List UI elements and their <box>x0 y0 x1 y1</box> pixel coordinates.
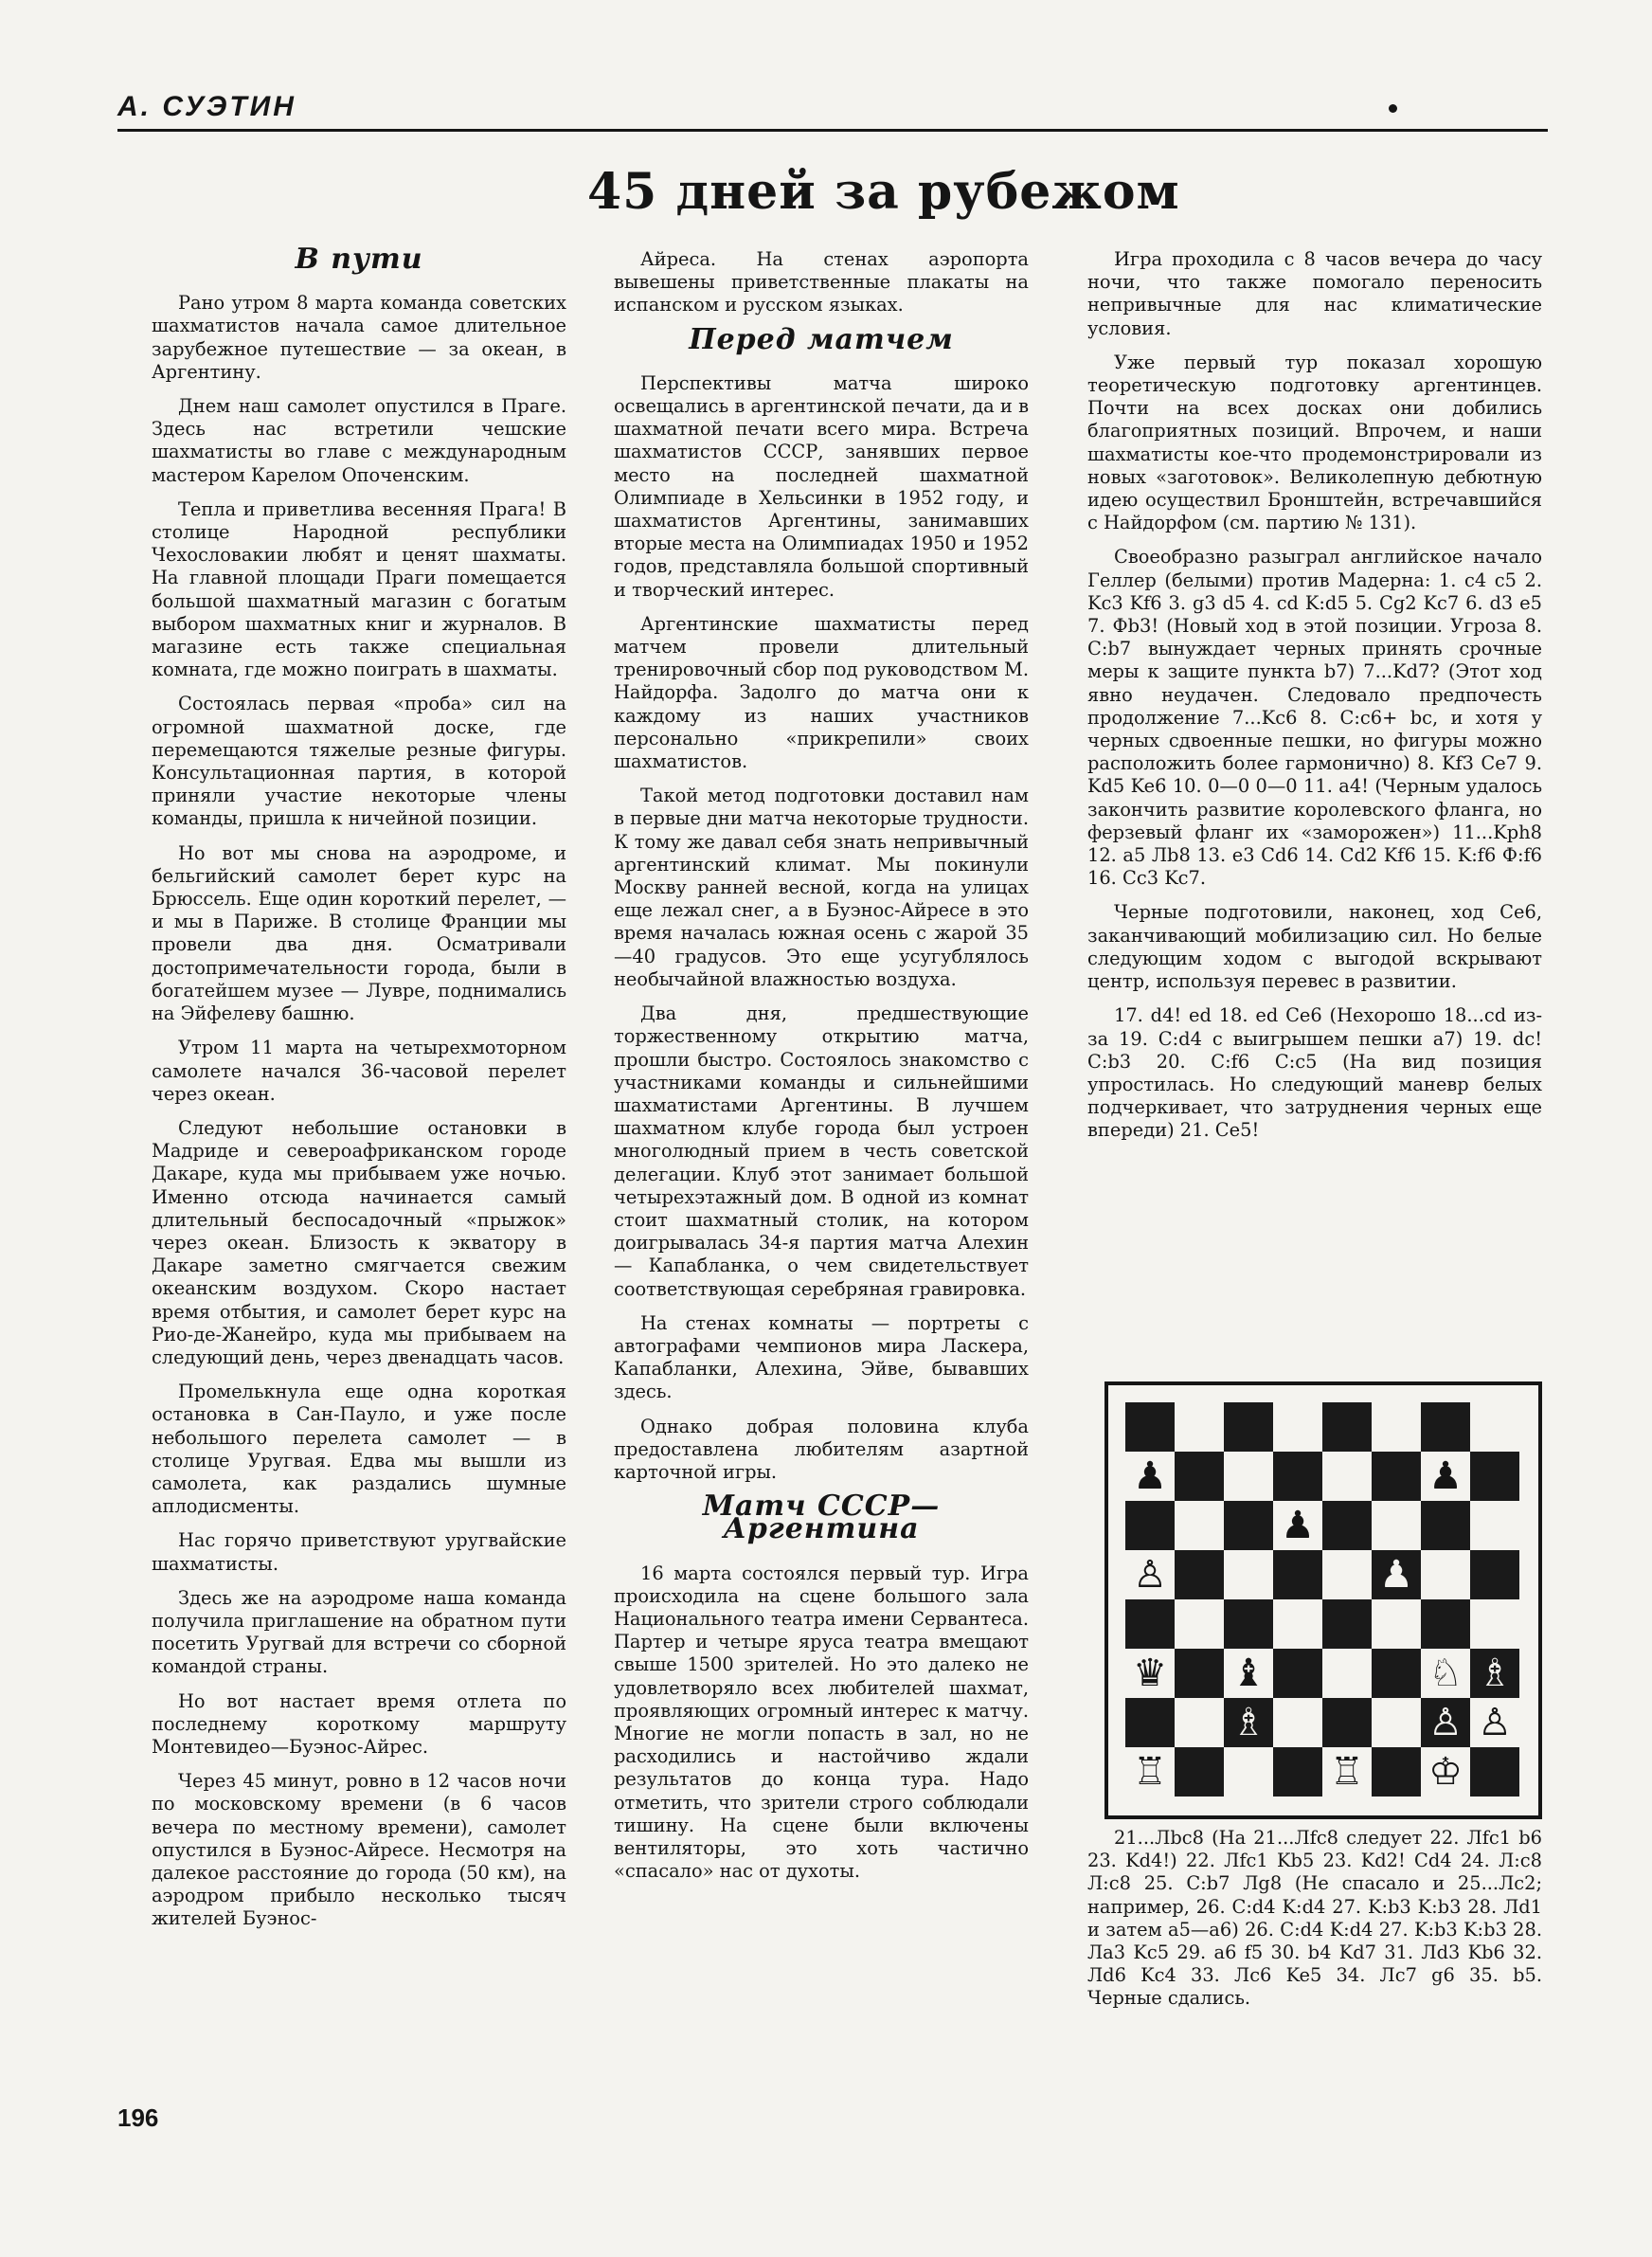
chess-piece-icon: ♛ <box>1133 1652 1167 1695</box>
paragraph: Но вот настает время отлета по последнему короткому маршруту Монтевидео—Буэнос-Айрес. <box>152 1689 566 1758</box>
paragraph: Рано утром 8 марта команда советских шахматистов начала самое длительное зарубежное путешествие — за океан, в Аргентину. <box>152 292 566 383</box>
board-square <box>1273 1402 1322 1452</box>
board-square <box>1322 1452 1372 1501</box>
paragraph: 16 марта состоялся первый тур. Игра происходила на сцене большого зала Национального театра имени Сервантеса. Партер и четыре яруса театра вмещают свыше 1500 зрителей. Но это далеко не удовлетворяло всех любителей шахмат, проявляющих огромный интерес к матчу. Многие не могли попасть в зал, но не расходились и настойчиво ждали результатов до конца тура. Надо отметить, что зрители строго соблюдали тишину. На сцене были включены вентиляторы, это хоть частично «спасало» нас от духоты. <box>614 1562 1029 1883</box>
paragraph: Здесь же на аэродроме наша команда получила приглашение на обратном пути посетить Уругвай для встречи со сборной командой страны. <box>152 1586 566 1678</box>
paragraph: Состоялась первая «проба» сил на огромной шахматной доске, где перемещаются тяжелые резные фигуры. Консультационная партия, в которой приняли участие некоторые члены команды, пришла к ничейной позиции. <box>152 693 566 830</box>
board-square <box>1175 1747 1224 1797</box>
paragraph: Айреса. На стенах аэропорта вывешены приветственные плакаты на испанском и русском языках. <box>614 248 1029 316</box>
paragraph: Промелькнула еще одна короткая остановка в Сан-Пауло, и уже после небольшого перелета самолет — в столице Уругвая. Едва мы вышли из самолета, как раздались шумные аплодисменты. <box>152 1381 566 1518</box>
paragraph: Днем наш самолет опустился в Праге. Здесь нас встретили чешские шахматисты во главе с международным мастером Карелом Опоченским. <box>152 395 566 486</box>
board-square <box>1175 1698 1224 1747</box>
board-square <box>1372 1501 1421 1550</box>
column-3 <box>1087 248 1542 1154</box>
board-square <box>1372 1402 1421 1452</box>
board-square <box>1421 1501 1470 1550</box>
chess-piece-icon: ♟ <box>1281 1504 1315 1547</box>
board-square <box>1175 1599 1224 1649</box>
chess-piece-icon: ♖ <box>1133 1750 1167 1794</box>
section-heading-pered-matchem: Перед матчем <box>689 322 954 356</box>
author-name: А. СУЭТИН <box>117 91 296 122</box>
board-square <box>1125 1599 1175 1649</box>
paragraph: Через 45 минут, ровно в 12 часов ночи по московскому времени (в 6 часов вечера по местному времени), самолет опустился в Буэнос-Айресе. Несмотря на далекое расстояние до города (50 км), на аэродром прибыло несколько тысяч жителей Буэнос- <box>152 1770 566 1930</box>
board-square <box>1421 1452 1470 1501</box>
board-square <box>1421 1747 1470 1797</box>
section-heading-v-puti: В пути <box>295 243 423 276</box>
board-square <box>1421 1649 1470 1698</box>
board-square <box>1125 1649 1175 1698</box>
paragraph: Уже первый тур показал хорошую теоретическую подготовку аргентинцев. Почти на всех досках они добились благоприятных позиций. Впрочем, и наши шахматисты кое-что продемонстрировали из новых «заготовок». Великолепную дебютную идею осуществил Бронштейн, встречавшийся с Найдорфом (см. партию № 131). <box>1087 351 1542 534</box>
board-square <box>1175 1649 1224 1698</box>
board-square <box>1273 1599 1322 1649</box>
paragraph: Тепла и приветлива весенняя Прага! В столице Народной республики Чехословакии любят и ценят шахматы. На главной площади Праги помещается большой шахматный магазин с богатым выбором шахматных книг и журналов. В магазине есть также специальная комната, где можно поиграть в шахматы. <box>152 497 566 681</box>
board-square <box>1421 1402 1470 1452</box>
board-square <box>1175 1452 1224 1501</box>
paragraph: Следуют небольшие остановки в Мадриде и североафриканском городе Дакаре, куда мы прибываем уже ночью. Именно отсюда начинается самый длительный беспосадочный «прыжок» через океан. Близость к экватору в Дакаре заметно смягчается свежим океанским воздухом. Скоро настает время отбытия, и самолет берет курс на Рио-де-Жанейро, куда мы прибываем на следующий день, через двенадцать часов. <box>152 1116 566 1368</box>
board-square <box>1273 1452 1322 1501</box>
chess-piece-icon: ♝ <box>1231 1652 1266 1695</box>
board-square <box>1273 1649 1322 1698</box>
board-square <box>1322 1747 1372 1797</box>
paragraph: Но вот мы снова на аэродроме, и бельгийский самолет берет курс на Брюссель. Еще один короткий перелет, — и мы в Париже. В столице Франции мы провели два дня. Осматривали достопримечательности города, были в богатейшем музее — Лувре, поднимались на Эйфелеву башню. <box>152 841 566 1025</box>
board-square <box>1322 1649 1372 1698</box>
board-square <box>1470 1402 1519 1452</box>
board-square <box>1322 1501 1372 1550</box>
chess-piece-icon: ♖ <box>1330 1750 1364 1794</box>
board-square <box>1372 1550 1421 1599</box>
chess-diagram <box>1104 1381 1542 1819</box>
board-square <box>1470 1649 1519 1698</box>
board-square <box>1125 1698 1175 1747</box>
board-square <box>1372 1698 1421 1747</box>
board-square <box>1421 1550 1470 1599</box>
chess-piece-icon: ♙ <box>1133 1553 1167 1597</box>
board-square <box>1470 1698 1519 1747</box>
board-square <box>1273 1501 1322 1550</box>
board-square <box>1372 1747 1421 1797</box>
board-square <box>1175 1402 1224 1452</box>
board-square <box>1322 1599 1372 1649</box>
paragraph: Перспективы матча широко освещались в аргентинской печати, да и в шахматной печати всего мира. Встреча шахматистов СССР, занявших первое место на последней шахматной Олимпиаде в Хельсинки в 1952 году, и шахматистов Аргентины, занимавших вторые места на Олимпиадах 1950 и 1952 годов, представляла большой спортивный и творческий интерес. <box>614 371 1029 601</box>
board-square <box>1421 1698 1470 1747</box>
paragraph: Своеобразно разыграл английское начало Геллер (белыми) против Мадерна: 1. c4 c5 2. Kc3 Kf6 3. g3 d5 4. cd K:d5 5. Cg2 Kc7 6. d3 e5 7. Фb3! (Новый ход в этой позиции. Угроза 8. C:b7 вынуждает черных принять срочные меры к защите пункта b7) 7...Kd7? (Этот ход явно неудачен. Следовало предпочесть продолжение 7...Kc6 8. C:c6+ bc, и хотя у черных сдвоенные пешки, но фигуры можно расположить более гармонично) 8. Kf3 Ce7 9. Kd5 Ke6 10. 0—0 0—0 11. a4! (Черным удалось закончить развитие королевского фланга, но ферзевый фланг их «заморожен») 11...Kph8 12. a5 Лb8 13. e3 Cd6 14. Cd2 Kf6 15. K:f6 Ф:f6 16. Cc3 Kc7. <box>1087 546 1542 890</box>
board-square <box>1125 1452 1175 1501</box>
column-1-body <box>152 292 566 1930</box>
board-square <box>1125 1550 1175 1599</box>
column-2-top <box>614 248 1029 317</box>
chess-piece-icon: ♟ <box>1133 1454 1167 1498</box>
paragraph: 17. d4! ed 18. ed Ce6 (Нехорошо 18...cd из-за 19. C:d4 с выигрышем пешки a7) 19. dc! C:b3 20. C:f6 C:c5 (На вид позиция упростилась. Но следующий маневр белых подчеркивает, что затруднения черных еще впереди) 21. Ce5! <box>1087 1004 1542 1142</box>
board-square <box>1125 1747 1175 1797</box>
board-square <box>1372 1649 1421 1698</box>
board-square <box>1470 1452 1519 1501</box>
header-rule <box>117 129 1548 132</box>
chess-piece-icon: ♙ <box>1428 1701 1463 1744</box>
board-square <box>1322 1550 1372 1599</box>
column-2-middle <box>614 372 1029 1484</box>
chess-piece-icon: ♟ <box>1428 1454 1463 1498</box>
chess-piece-icon: ♟ <box>1379 1553 1413 1597</box>
paragraph: 21...Лbc8 (На 21...Лfc8 следует 22. Лfc1 b6 23. Kd4!) 22. Лfc1 Kb5 23. Kd2! Cd4 24. Л:c8 Л:c8 25. C:b7 Лg8 (Не спасало и 25...Лc2; например, 26. C:d4 K:d4 27. K:b3 K:b3 28. Лd1 и затем a5—a6) 26. C:d4 K:d4 27. K:b3 K:b3 28. Лa3 Kc5 29. a6 f5 30. b4 Kd7 31. Лd3 Kb6 32. Лd6 Kc4 33. Лc6 Ke5 34. Лc7 g6 35. b5. Черные сдались. <box>1087 1827 1542 2010</box>
chess-piece-icon: ♘ <box>1428 1652 1463 1695</box>
chess-board <box>1125 1402 1519 1797</box>
paragraph: На стенах комнаты — портреты с автографами чемпионов мира Ласкера, Капабланки, Алехина, Эйве, бывавших здесь. <box>614 1311 1029 1403</box>
page-number: 196 <box>117 2104 159 2132</box>
board-square <box>1224 1501 1273 1550</box>
column-2-bottom <box>614 1562 1029 1884</box>
board-square <box>1224 1698 1273 1747</box>
column-2 <box>614 248 1029 1894</box>
column-3-body <box>1087 248 1542 1143</box>
board-square <box>1224 1649 1273 1698</box>
section-heading-match: Матч СССР—Аргентина <box>702 1490 941 1546</box>
paragraph: Нас горячо приветствуют уругвайские шахматисты. <box>152 1529 566 1575</box>
board-square <box>1322 1698 1372 1747</box>
chess-piece-icon: ♙ <box>1478 1701 1512 1744</box>
column-1 <box>152 243 566 1942</box>
chess-piece-icon: ♔ <box>1428 1750 1463 1794</box>
board-square <box>1224 1550 1273 1599</box>
board-square <box>1125 1501 1175 1550</box>
paragraph: Игра проходила с 8 часов вечера до часу ночи, что также помогало переносить непривычные для нас климатические условия. <box>1087 248 1542 339</box>
paragraph: Утром 11 марта на четырехмоторном самолете начался 36-часовой перелет через океан. <box>152 1037 566 1105</box>
board-square <box>1372 1452 1421 1501</box>
board-square <box>1273 1550 1322 1599</box>
board-square <box>1224 1402 1273 1452</box>
board-square <box>1224 1452 1273 1501</box>
board-square <box>1273 1747 1322 1797</box>
board-square <box>1175 1550 1224 1599</box>
chess-piece-icon: ♗ <box>1231 1701 1266 1744</box>
paragraph: Два дня, предшествующие торжественному открытию матча, прошли быстро. Состоялось знакомство с участниками команды и сильнейшими шахматистами Аргентины. В лучшем шахматном клубе города был устроен многолюдный прием в честь советской делегации. Клуб этот занимает большой четырехэтажный дом. В одной из комнат стоит шахматный столик, на котором доигрывалась 34-я партия матча Алехин — Капабланка, о чем свидетельствует соответствующая серебряная гравировка. <box>614 1002 1029 1300</box>
board-square <box>1372 1599 1421 1649</box>
board-square <box>1224 1599 1273 1649</box>
article-title: 45 дней за рубежом <box>587 163 1180 221</box>
board-square <box>1125 1402 1175 1452</box>
board-square <box>1470 1550 1519 1599</box>
board-square <box>1273 1698 1322 1747</box>
chess-piece-icon: ♗ <box>1478 1652 1512 1695</box>
board-square <box>1421 1599 1470 1649</box>
header-dot <box>1389 104 1397 113</box>
board-square <box>1175 1501 1224 1550</box>
game-continuation <box>1087 1827 1542 2011</box>
board-square <box>1322 1402 1372 1452</box>
paragraph: Однако добрая половина клуба предоставлена любителям азартной карточной игры. <box>614 1415 1029 1483</box>
board-square <box>1224 1747 1273 1797</box>
board-square <box>1470 1747 1519 1797</box>
board-square <box>1470 1501 1519 1550</box>
paragraph: Аргентинские шахматисты перед матчем провели длительный тренировочный сбор под руководством М. Найдорфа. Задолго до матча они к каждому из наших участников персонально «прикрепили» своих шахматистов. <box>614 612 1029 773</box>
board-square <box>1470 1599 1519 1649</box>
paragraph: Черные подготовили, наконец, ход Ce6, заканчивающий мобилизацию сил. Но белые следующим ходом с выгодой вскрывают центр, используя перевес в развитии. <box>1087 901 1542 993</box>
paragraph: Такой метод подготовки доставил нам в первые дни матча некоторые трудности. К тому же давал себя знать непривычный аргентинский климат. Мы покинули Москву ранней весной, когда на улицах еще лежал снег, а в Буэнос-Айресе в это время началась южная осень с жарой 35—40 градусов. Это еще усугублялось необычайной влажностью воздуха. <box>614 785 1029 990</box>
